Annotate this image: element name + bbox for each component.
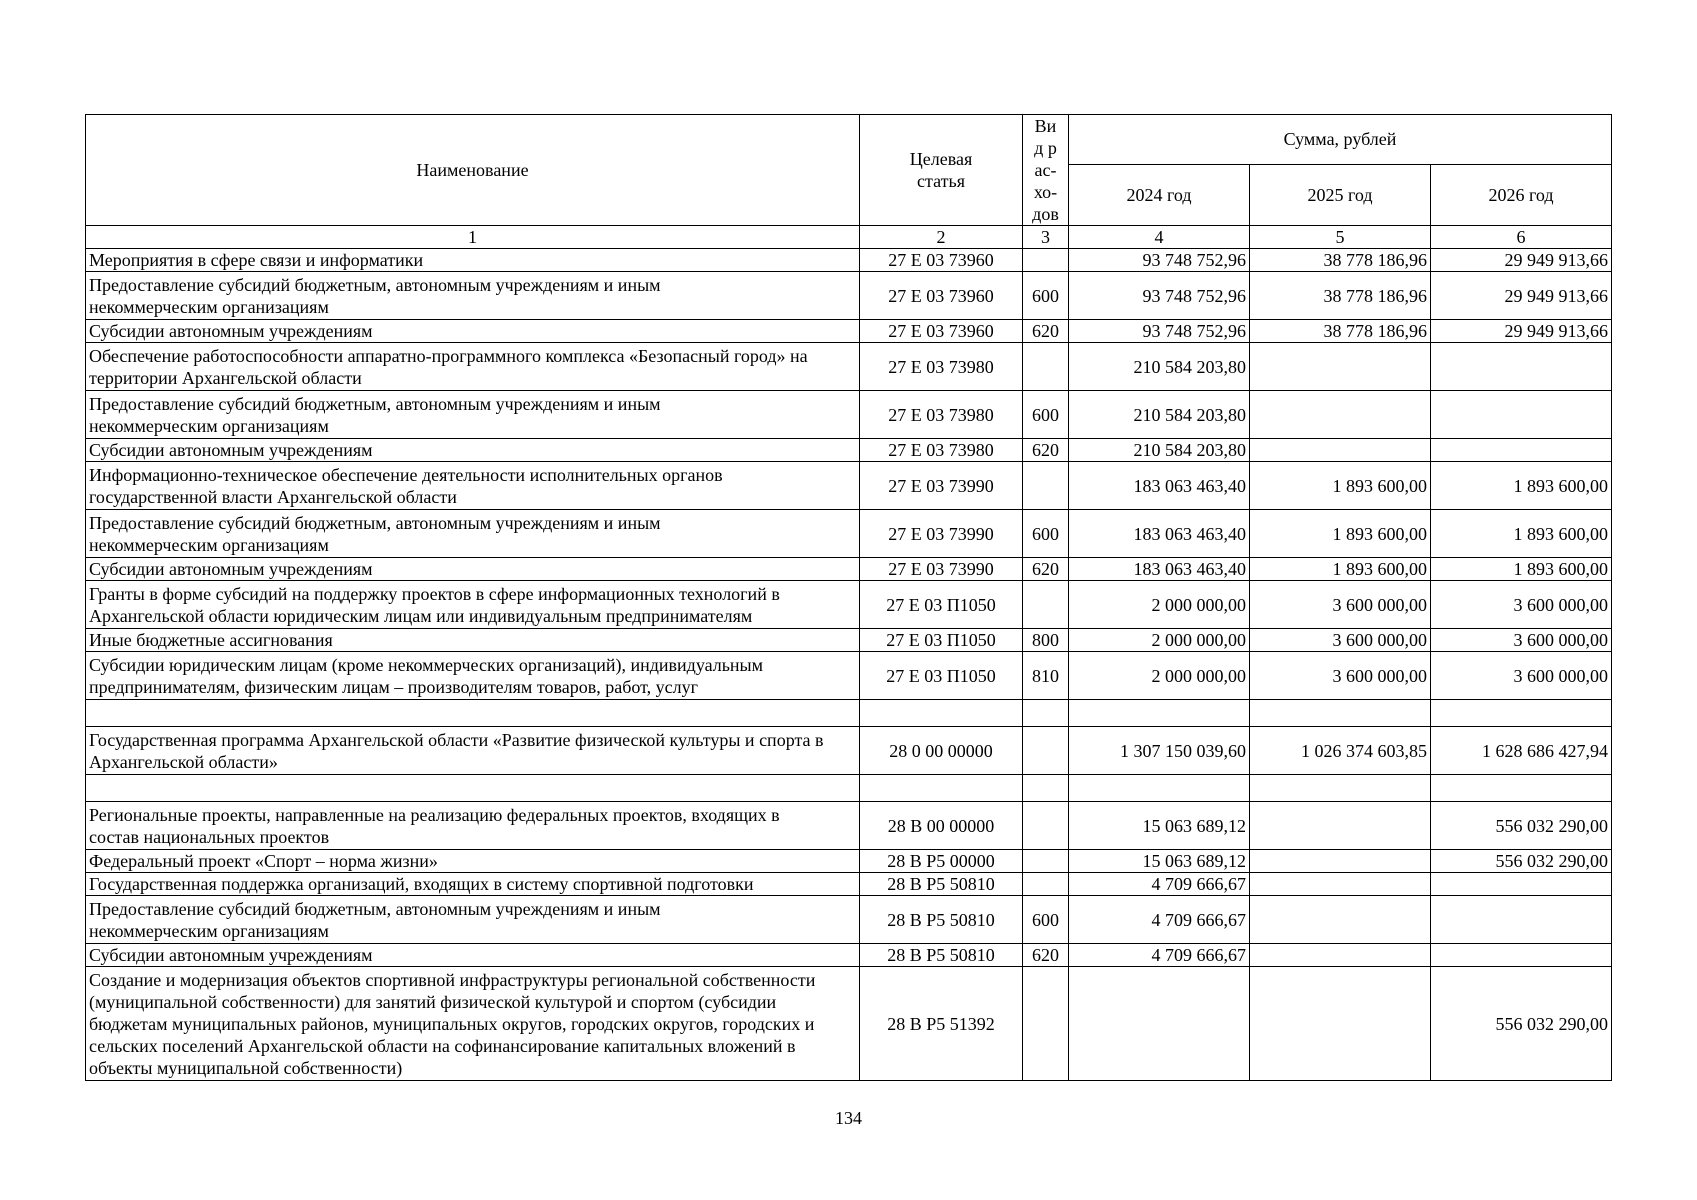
column-index: 1 xyxy=(86,226,860,249)
empty-cell xyxy=(1431,775,1612,802)
table-row xyxy=(86,510,1612,558)
table-row xyxy=(86,581,1612,629)
row-code: 28 В Р5 50810 xyxy=(860,896,1023,944)
row-sum-2026: 29 949 913,66 xyxy=(1431,249,1612,272)
table-row xyxy=(86,967,1612,1081)
row-sum-2024: 15 063 689,12 xyxy=(1069,850,1250,873)
row-sum-2026: 1 893 600,00 xyxy=(1431,462,1612,510)
row-expense-type: 620 xyxy=(1023,558,1069,581)
column-index: 2 xyxy=(860,226,1023,249)
row-sum-2025 xyxy=(1250,896,1431,944)
row-expense-type xyxy=(1023,873,1069,896)
column-index: 6 xyxy=(1431,226,1612,249)
header-sum: Сумма, рублей xyxy=(1069,115,1612,165)
row-code: 27 Е 03 73980 xyxy=(860,343,1023,391)
row-expense-type xyxy=(1023,343,1069,391)
row-sum-2025 xyxy=(1250,439,1431,462)
row-sum-2024: 183 063 463,40 xyxy=(1069,510,1250,558)
row-sum-2025 xyxy=(1250,967,1431,1081)
row-sum-2025 xyxy=(1250,802,1431,850)
row-sum-2024: 4 709 666,67 xyxy=(1069,873,1250,896)
row-name: Предоставление субсидий бюджетным, автономным учреждениям и иным некоммерческим организациям xyxy=(86,510,860,558)
table-row xyxy=(86,272,1612,320)
empty-cell xyxy=(1023,700,1069,727)
table-row xyxy=(86,944,1612,967)
table-row xyxy=(86,320,1612,343)
row-sum-2026 xyxy=(1431,896,1612,944)
row-code: 27 Е 03 73980 xyxy=(860,439,1023,462)
row-code: 27 Е 03 П1050 xyxy=(860,629,1023,652)
row-code: 27 Е 03 73960 xyxy=(860,249,1023,272)
row-code: 27 Е 03 73990 xyxy=(860,558,1023,581)
row-sum-2026 xyxy=(1431,391,1612,439)
row-sum-2026: 556 032 290,00 xyxy=(1431,802,1612,850)
table-row xyxy=(86,558,1612,581)
row-code: 27 Е 03 73960 xyxy=(860,320,1023,343)
row-sum-2026: 556 032 290,00 xyxy=(1431,967,1612,1081)
row-code: 27 Е 03 73980 xyxy=(860,391,1023,439)
row-code: 27 Е 03 73960 xyxy=(860,272,1023,320)
column-index: 4 xyxy=(1069,226,1250,249)
row-code: 28 В Р5 00000 xyxy=(860,850,1023,873)
row-sum-2025 xyxy=(1250,391,1431,439)
row-sum-2024: 93 748 752,96 xyxy=(1069,320,1250,343)
row-sum-2026 xyxy=(1431,343,1612,391)
row-sum-2025: 38 778 186,96 xyxy=(1250,249,1431,272)
row-expense-type: 810 xyxy=(1023,652,1069,700)
row-sum-2026: 3 600 000,00 xyxy=(1431,629,1612,652)
table-row xyxy=(86,462,1612,510)
row-expense-type: 600 xyxy=(1023,272,1069,320)
empty-cell xyxy=(860,775,1023,802)
row-sum-2024: 4 709 666,67 xyxy=(1069,896,1250,944)
row-sum-2026 xyxy=(1431,873,1612,896)
row-sum-2025: 38 778 186,96 xyxy=(1250,272,1431,320)
row-sum-2026 xyxy=(1431,944,1612,967)
row-expense-type: 600 xyxy=(1023,896,1069,944)
row-code: 27 Е 03 73990 xyxy=(860,462,1023,510)
row-name: Региональные проекты, направленные на реализацию федеральных проектов, входящих в состав национальных проектов xyxy=(86,802,860,850)
row-sum-2025 xyxy=(1250,850,1431,873)
row-expense-type: 800 xyxy=(1023,629,1069,652)
empty-cell xyxy=(1069,775,1250,802)
row-name: Информационно-техническое обеспечение деятельности исполнительных органов государственной власти Архангельской области xyxy=(86,462,860,510)
row-sum-2024: 183 063 463,40 xyxy=(1069,558,1250,581)
row-name: Федеральный проект «Спорт – норма жизни» xyxy=(86,850,860,873)
row-name: Обеспечение работоспособности аппаратно-программного комплекса «Безопасный город» на территории Архангельской области xyxy=(86,343,860,391)
row-sum-2024: 2 000 000,00 xyxy=(1069,629,1250,652)
row-name: Государственная программа Архангельской области «Развитие физической культуры и спорта в Архангельской области» xyxy=(86,727,860,775)
row-sum-2024: 15 063 689,12 xyxy=(1069,802,1250,850)
row-code: 27 Е 03 73990 xyxy=(860,510,1023,558)
row-name: Мероприятия в сфере связи и информатики xyxy=(86,249,860,272)
row-code: 28 0 00 00000 xyxy=(860,727,1023,775)
row-sum-2024: 93 748 752,96 xyxy=(1069,249,1250,272)
row-expense-type: 620 xyxy=(1023,439,1069,462)
row-expense-type: 600 xyxy=(1023,391,1069,439)
empty-cell xyxy=(86,700,860,727)
row-name: Предоставление субсидий бюджетным, автономным учреждениям и иным некоммерческим организациям xyxy=(86,896,860,944)
row-sum-2024: 210 584 203,80 xyxy=(1069,439,1250,462)
table-row xyxy=(86,391,1612,439)
row-expense-type xyxy=(1023,802,1069,850)
table-row xyxy=(86,629,1612,652)
row-sum-2026 xyxy=(1431,439,1612,462)
header-target-article: Целевая статья xyxy=(860,115,1023,226)
row-sum-2025: 1 026 374 603,85 xyxy=(1250,727,1431,775)
table-row xyxy=(86,850,1612,873)
row-sum-2024: 183 063 463,40 xyxy=(1069,462,1250,510)
row-expense-type xyxy=(1023,581,1069,629)
row-expense-type xyxy=(1023,249,1069,272)
empty-cell xyxy=(86,775,860,802)
row-sum-2025: 3 600 000,00 xyxy=(1250,652,1431,700)
row-expense-type: 600 xyxy=(1023,510,1069,558)
table-row xyxy=(86,652,1612,700)
row-sum-2025: 38 778 186,96 xyxy=(1250,320,1431,343)
table-row xyxy=(86,873,1612,896)
header-year-2024: 2024 год xyxy=(1069,164,1250,225)
row-name: Иные бюджетные ассигнования xyxy=(86,629,860,652)
row-sum-2025 xyxy=(1250,343,1431,391)
row-name: Гранты в форме субсидий на поддержку проектов в сфере информационных технологий в Архангельской области юридическим лицам или индивидуальным предпринимателям xyxy=(86,581,860,629)
row-code: 27 Е 03 П1050 xyxy=(860,652,1023,700)
row-expense-type xyxy=(1023,850,1069,873)
row-expense-type: 620 xyxy=(1023,944,1069,967)
page-number: 134 xyxy=(835,1108,862,1128)
row-name: Субсидии автономным учреждениям xyxy=(86,944,860,967)
table-row xyxy=(86,249,1612,272)
row-sum-2024: 210 584 203,80 xyxy=(1069,343,1250,391)
table-row xyxy=(86,727,1612,775)
table-row xyxy=(86,343,1612,391)
row-sum-2024: 210 584 203,80 xyxy=(1069,391,1250,439)
row-name: Предоставление субсидий бюджетным, автономным учреждениям и иным некоммерческим организациям xyxy=(86,391,860,439)
row-code: 28 В Р5 51392 xyxy=(860,967,1023,1081)
row-sum-2025: 3 600 000,00 xyxy=(1250,581,1431,629)
spacer-row xyxy=(86,775,1612,802)
row-expense-type xyxy=(1023,462,1069,510)
empty-cell xyxy=(860,700,1023,727)
row-sum-2025: 3 600 000,00 xyxy=(1250,629,1431,652)
header-name: Наименование xyxy=(86,115,860,226)
budget-table xyxy=(85,114,1612,1081)
row-expense-type xyxy=(1023,727,1069,775)
empty-cell xyxy=(1431,700,1612,727)
row-name: Субсидии юридическим лицам (кроме некоммерческих организаций), индивидуальным предпринимателям, физическим лицам – производителям товаров, работ, услуг xyxy=(86,652,860,700)
row-name: Создание и модернизация объектов спортивной инфраструктуры региональной собственности (муниципальной собственности) для занятий физической культурой и спортом (субсидии бюджетам муниципальных районов, муниципальных округов, городских округов, городских и сельских поселений Архангельской области на софинансирование капитальных вложений в объекты муниципальной собственности) xyxy=(86,967,860,1081)
row-name: Субсидии автономным учреждениям xyxy=(86,558,860,581)
table-row xyxy=(86,439,1612,462)
row-sum-2025: 1 893 600,00 xyxy=(1250,510,1431,558)
spacer-row xyxy=(86,700,1612,727)
row-code: 27 Е 03 П1050 xyxy=(860,581,1023,629)
row-sum-2025 xyxy=(1250,944,1431,967)
row-name: Субсидии автономным учреждениям xyxy=(86,320,860,343)
row-sum-2024: 93 748 752,96 xyxy=(1069,272,1250,320)
row-sum-2026: 1 893 600,00 xyxy=(1431,510,1612,558)
table-row xyxy=(86,896,1612,944)
row-sum-2024: 1 307 150 039,60 xyxy=(1069,727,1250,775)
row-code: 28 В Р5 50810 xyxy=(860,944,1023,967)
row-name: Предоставление субсидий бюджетным, автономным учреждениям и иным некоммерческим организациям xyxy=(86,272,860,320)
column-index: 3 xyxy=(1023,226,1069,249)
row-expense-type: 620 xyxy=(1023,320,1069,343)
row-sum-2026: 29 949 913,66 xyxy=(1431,272,1612,320)
header-expense-type: Вид рас-хо-дов xyxy=(1023,115,1069,226)
row-name: Государственная поддержка организаций, входящих в систему спортивной подготовки xyxy=(86,873,860,896)
empty-cell xyxy=(1250,700,1431,727)
row-sum-2026: 556 032 290,00 xyxy=(1431,850,1612,873)
empty-cell xyxy=(1069,700,1250,727)
header-year-2025: 2025 год xyxy=(1250,164,1431,225)
row-sum-2026: 3 600 000,00 xyxy=(1431,652,1612,700)
header-year-2026: 2026 год xyxy=(1431,164,1612,225)
row-sum-2026: 29 949 913,66 xyxy=(1431,320,1612,343)
row-name: Субсидии автономным учреждениям xyxy=(86,439,860,462)
row-sum-2026: 3 600 000,00 xyxy=(1431,581,1612,629)
row-code: 28 В Р5 50810 xyxy=(860,873,1023,896)
row-sum-2024: 4 709 666,67 xyxy=(1069,944,1250,967)
column-index: 5 xyxy=(1250,226,1431,249)
row-expense-type xyxy=(1023,967,1069,1081)
row-sum-2024: 2 000 000,00 xyxy=(1069,581,1250,629)
empty-cell xyxy=(1250,775,1431,802)
empty-cell xyxy=(1023,775,1069,802)
row-sum-2024: 2 000 000,00 xyxy=(1069,652,1250,700)
table-row xyxy=(86,802,1612,850)
row-sum-2025: 1 893 600,00 xyxy=(1250,462,1431,510)
row-code: 28 В 00 00000 xyxy=(860,802,1023,850)
row-sum-2025: 1 893 600,00 xyxy=(1250,558,1431,581)
row-sum-2025 xyxy=(1250,873,1431,896)
row-sum-2026: 1 628 686 427,94 xyxy=(1431,727,1612,775)
row-sum-2024 xyxy=(1069,967,1250,1081)
row-sum-2026: 1 893 600,00 xyxy=(1431,558,1612,581)
